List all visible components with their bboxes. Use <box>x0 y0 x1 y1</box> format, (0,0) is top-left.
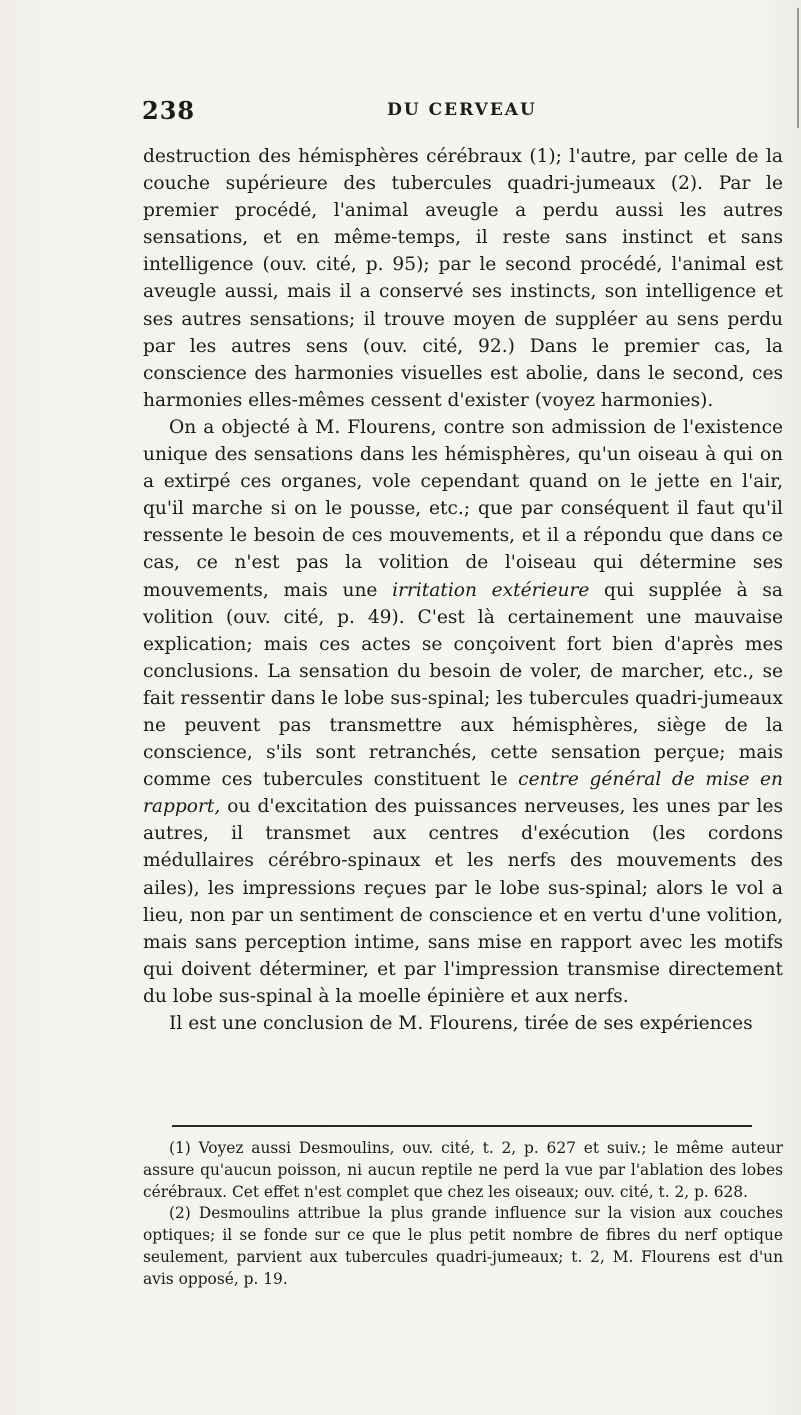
page-number: 238 <box>142 96 196 125</box>
footnote: (2) Desmoulins attribue la plus grande influence sur la vision aux couches optiques; il se fonde sur ce que le plus petit nombre de fibres du nerf optique seulement, parvient aux tubercules quadri-jumeaux; t. 2, M. Flourens est d'un avis opposé, p. 19. <box>143 1204 783 1288</box>
footnotes <box>143 1138 783 1291</box>
text-run: destruction des hémisphères cérébraux (1); l'autre, par celle de la couche supérieure des tubercules quadri-jumeaux (2). Par le premier procédé, l'animal aveugle a perdu aussi les autres sensations, et en même-temps, il reste sans instinct et sans intelligence (ouv. cité, p. 95); par le second procédé, l'animal est aveugle aussi, mais il a conservé ses instincts, son intelligence et ses autres sensations; il trouve moyen de suppléer au sens perdu par les autres sens (ouv. cité, 92.) Dans le premier cas, la conscience des harmonies visuelles est abolie, dans le second, ces harmonies elles-mêmes cessent d'exister (voyez harmonies). <box>143 146 783 411</box>
body-paragraph <box>143 143 783 414</box>
main-text <box>143 143 783 1037</box>
italic-phrase: centre général de mise en rapport, <box>143 769 783 818</box>
body-paragraph <box>143 414 783 1010</box>
page-edge-shadow <box>797 8 799 128</box>
footnote-divider <box>172 1125 752 1127</box>
body-paragraph <box>143 1010 783 1037</box>
page-header <box>142 96 782 130</box>
running-title: DU CERVEAU <box>387 100 537 120</box>
text-run: ou d'excitation des puissances nerveuses, les unes par les autres, il transmet aux centres d'exécution (les cordons médullaires cérébro-spinaux et les nerfs des mouvements des ailes), les impressions reçues par le lobe sus-spinal; alors le vol a lieu, non par un sentiment de conscience et en vertu d'une volition, mais sans perception intime, sans mise en rapport avec les motifs qui doivent déterminer, et par l'impression transmise directement du lobe sus-spinal à la moelle épinière et aux nerfs. <box>143 796 783 1007</box>
italic-phrase: irritation extérieure <box>392 579 590 601</box>
text-run: On a objecté à M. Flourens, contre son admission de l'existence unique des sensations dans les hémisphères, qu'un oiseau à qui on a extirpé ces organes, vole cependant quand on le jette en l'air, qu'il marche si on le pousse, etc.; que par conséquent il faut qu'il ressente le besoin de ces mouvements, et il a répondu que dans ce cas, ce n'est pas la volition de l'oiseau qui détermine ses mouvements, mais une <box>143 416 783 601</box>
text-run: Il est une conclusion de M. Flourens, tirée de ses expériences <box>169 1013 753 1034</box>
footnote: (1) Voyez aussi Desmoulins, ouv. cité, t. 2, p. 627 et suiv.; le même auteur assure qu'aucun poisson, ni aucun reptile ne perd la vue par l'ablation des lobes cérébraux. Cet effet n'est complet que chez les oiseaux; ouv. cité, t. 2, p. 628. <box>143 1139 783 1201</box>
text-run: qui supplée à sa volition (ouv. cité, p. 49). C'est là certainement une mauvaise explication; mais ces actes se conçoivent fort bien d'après mes conclusions. La sensation du besoin de voler, de marcher, etc., se fait ressentir dans le lobe sus-spinal; les tubercules quadri-jumeaux ne peuvent pas transmettre aux hémisphères, siège de la conscience, s'ils sont retranchés, cette sensation perçue; mais comme ces tubercules constituent le <box>143 579 783 791</box>
